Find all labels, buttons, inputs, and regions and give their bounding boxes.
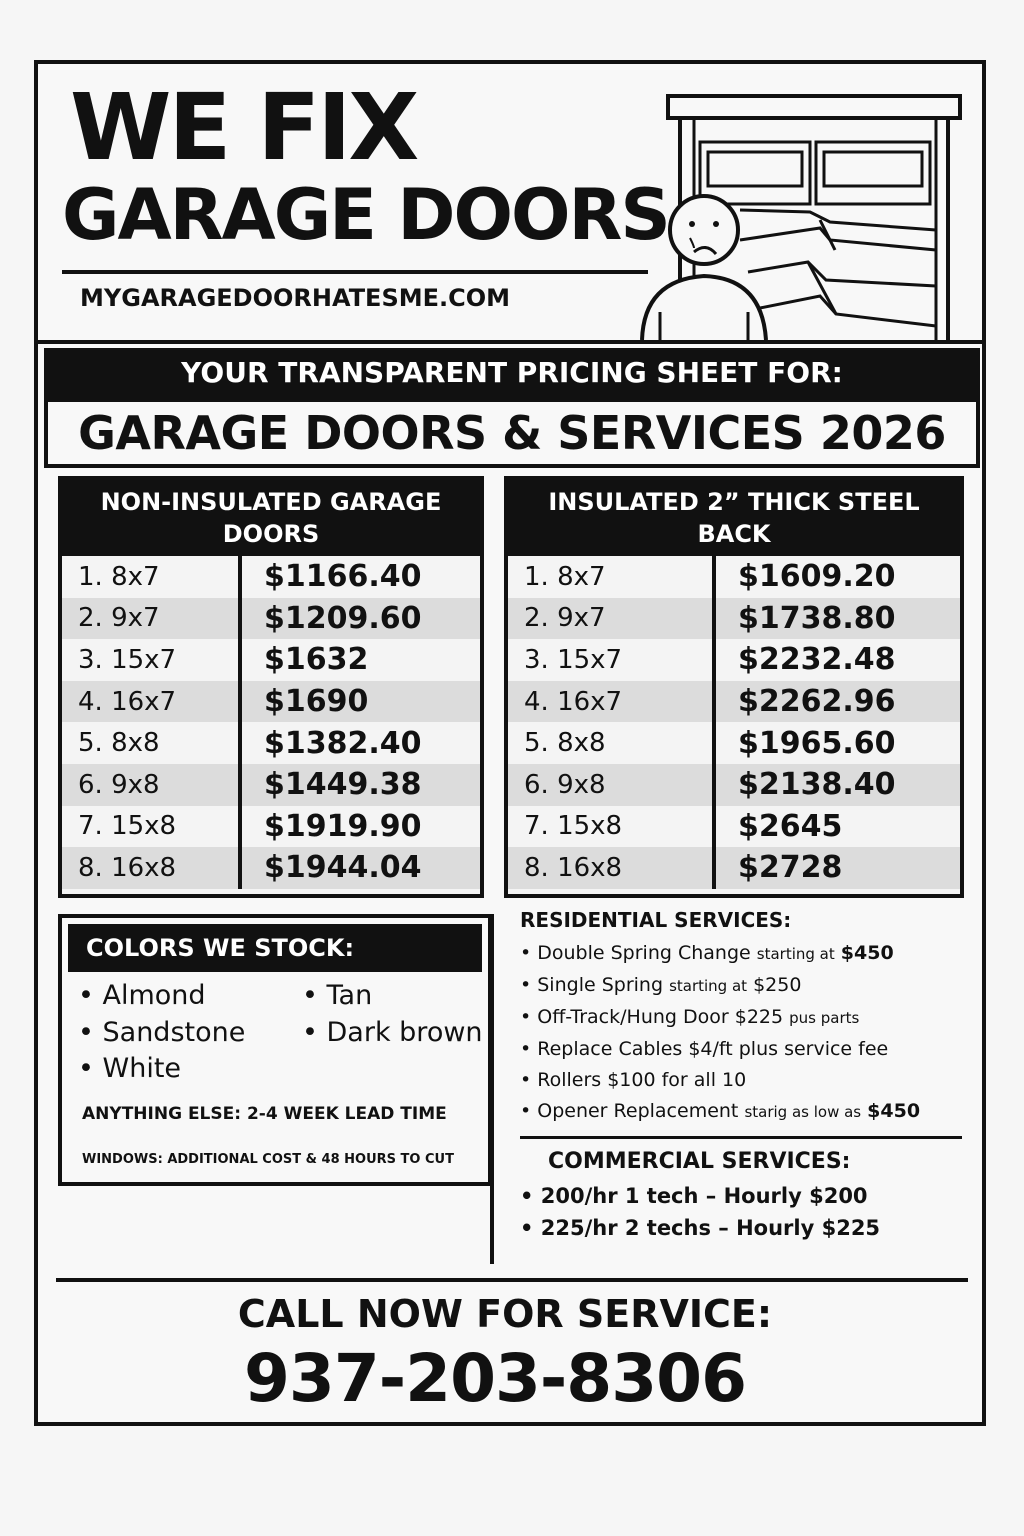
table-row bbox=[508, 764, 960, 806]
footer-rule bbox=[56, 1278, 968, 1282]
door-price: $1965.60 bbox=[712, 722, 896, 764]
phone-number[interactable]: 937-203-8306 bbox=[243, 1340, 746, 1417]
door-price: $1449.38 bbox=[238, 764, 422, 806]
table-row bbox=[62, 722, 480, 764]
commercial-rate: 200/hr 1 tech – Hourly $200 bbox=[540, 1184, 868, 1208]
pricing-title-banner: GARAGE DOORS & SERVICES 2026 bbox=[44, 398, 980, 468]
door-price: $2262.96 bbox=[712, 681, 896, 723]
residential-heading: RESIDENTIAL SERVICES: bbox=[520, 908, 792, 932]
service-name: Opener Replacement bbox=[537, 1100, 739, 1122]
door-price: $1209.60 bbox=[238, 598, 422, 640]
list-item: • Double Spring Change starting at $450 bbox=[520, 942, 894, 964]
service-qualifier: starig as low as bbox=[744, 1103, 862, 1121]
services-divider bbox=[490, 914, 494, 1264]
table-row bbox=[508, 722, 960, 764]
color-name: White bbox=[102, 1053, 182, 1084]
list-item: • Opener Replacement starig as low as $450 bbox=[520, 1100, 921, 1122]
table-row bbox=[508, 847, 960, 889]
windows-note: WINDOWS: ADDITIONAL COST & 48 HOURS TO CUT bbox=[82, 1152, 454, 1167]
service-name: Rollers $100 for all 10 bbox=[537, 1069, 747, 1091]
service-name: Single Spring bbox=[537, 974, 664, 996]
door-size: 5. 8x8 bbox=[78, 728, 160, 759]
door-size: 4. 16x7 bbox=[78, 686, 177, 717]
list-item: • 200/hr 1 tech – Hourly $200 bbox=[520, 1184, 868, 1208]
service-qualifier: pus parts bbox=[789, 1009, 860, 1027]
color-name: Almond bbox=[102, 980, 206, 1011]
table-row bbox=[62, 639, 480, 681]
table-row bbox=[508, 639, 960, 681]
table-row bbox=[508, 806, 960, 848]
pricing-subtitle-banner: YOUR TRANSPARENT PRICING SHEET FOR: bbox=[44, 348, 980, 398]
insulated-price-table bbox=[504, 476, 964, 898]
table-row bbox=[62, 556, 480, 598]
table-row bbox=[508, 681, 960, 723]
door-price: $1690 bbox=[238, 681, 368, 723]
commercial-heading: COMMERCIAL SERVICES: bbox=[548, 1149, 851, 1174]
service-qualifier: starting at bbox=[669, 977, 748, 995]
commercial-rate: 225/hr 2 techs – Hourly $225 bbox=[540, 1216, 881, 1240]
table-row bbox=[508, 556, 960, 598]
list-item: • Almond bbox=[78, 980, 206, 1011]
service-name: Double Spring Change bbox=[537, 942, 751, 964]
headline-line1: WE FIX bbox=[70, 74, 417, 181]
door-price: $1738.80 bbox=[712, 598, 896, 640]
service-price: $250 bbox=[753, 974, 802, 996]
service-price: $450 bbox=[840, 942, 894, 964]
list-item: • Replace Cables $4/ft plus service fee bbox=[520, 1038, 889, 1060]
commercial-list bbox=[520, 1180, 980, 1244]
door-size: 1. 8x7 bbox=[78, 561, 160, 592]
table-row bbox=[62, 598, 480, 640]
door-price: $1609.20 bbox=[712, 556, 896, 598]
table-row bbox=[62, 681, 480, 723]
door-size: 4. 16x7 bbox=[524, 686, 623, 717]
header-divider bbox=[34, 340, 986, 344]
list-item: • White bbox=[78, 1053, 182, 1084]
door-size: 6. 9x8 bbox=[524, 769, 606, 800]
title-underline bbox=[62, 270, 648, 274]
list-item: • 225/hr 2 techs – Hourly $225 bbox=[520, 1216, 881, 1240]
list-item: • Rollers $100 for all 10 bbox=[520, 1069, 747, 1091]
door-price: $1632 bbox=[238, 639, 368, 681]
door-price: $1919.90 bbox=[238, 806, 422, 848]
colors-heading: COLORS WE STOCK: bbox=[68, 924, 482, 972]
list-item: • Sandstone bbox=[78, 1017, 246, 1048]
door-price: $2138.40 bbox=[712, 764, 896, 806]
table-row bbox=[62, 764, 480, 806]
list-item: • Tan bbox=[302, 980, 373, 1011]
table-row bbox=[62, 847, 480, 889]
color-name: Dark brown bbox=[326, 1017, 483, 1048]
door-size: 7. 15x8 bbox=[524, 811, 623, 842]
call-to-action: CALL NOW FOR SERVICE: bbox=[237, 1292, 773, 1336]
color-name: Tan bbox=[326, 980, 373, 1011]
services-section bbox=[520, 908, 980, 1244]
door-size: 3. 15x7 bbox=[78, 644, 177, 675]
door-price: $2232.48 bbox=[712, 639, 896, 681]
door-size: 6. 9x8 bbox=[78, 769, 160, 800]
door-price: $2728 bbox=[712, 847, 842, 889]
insulated-heading: INSULATED 2” THICK STEEL BACK bbox=[508, 480, 960, 556]
door-size: 1. 8x7 bbox=[524, 561, 606, 592]
door-size: 8. 16x8 bbox=[524, 852, 623, 883]
door-price: $1944.04 bbox=[238, 847, 422, 889]
non-insulated-price-table bbox=[58, 476, 484, 898]
list-item: • Single Spring starting at $250 bbox=[520, 974, 802, 996]
door-size: 2. 9x7 bbox=[78, 603, 160, 634]
residential-list bbox=[520, 938, 980, 1128]
door-size: 7. 15x8 bbox=[78, 811, 177, 842]
sad-person-broken-garage-door-illustration bbox=[630, 90, 970, 342]
service-name: Replace Cables $4/ft plus service fee bbox=[537, 1038, 889, 1060]
non-insulated-heading: NON-INSULATED GARAGE DOORS bbox=[62, 480, 480, 556]
colors-box bbox=[58, 914, 492, 1186]
door-price: $1382.40 bbox=[238, 722, 422, 764]
door-size: 5. 8x8 bbox=[524, 728, 606, 759]
door-size: 3. 15x7 bbox=[524, 644, 623, 675]
headline-line2: GARAGE DOORS bbox=[62, 174, 669, 256]
colors-list bbox=[62, 972, 488, 1090]
table-row bbox=[62, 806, 480, 848]
services-rule bbox=[520, 1136, 962, 1139]
door-price: $2645 bbox=[712, 806, 842, 848]
website-link[interactable]: MYGARAGEDOORHATESME.COM bbox=[80, 284, 511, 312]
lead-time-note: ANYTHING ELSE: 2-4 WEEK LEAD TIME bbox=[82, 1104, 447, 1124]
service-qualifier: starting at bbox=[756, 945, 835, 963]
table-row bbox=[508, 598, 960, 640]
door-size: 8. 16x8 bbox=[78, 852, 177, 883]
color-name: Sandstone bbox=[102, 1017, 246, 1048]
non-insulated-rows bbox=[62, 556, 480, 889]
insulated-rows bbox=[508, 556, 960, 889]
service-price: $450 bbox=[867, 1100, 921, 1122]
door-price: $1166.40 bbox=[238, 556, 422, 598]
list-item: • Dark brown bbox=[302, 1017, 483, 1048]
list-item: • Off-Track/Hung Door $225 pus parts bbox=[520, 1006, 860, 1028]
service-name: Off-Track/Hung Door $225 bbox=[537, 1006, 784, 1028]
door-size: 2. 9x7 bbox=[524, 603, 606, 634]
